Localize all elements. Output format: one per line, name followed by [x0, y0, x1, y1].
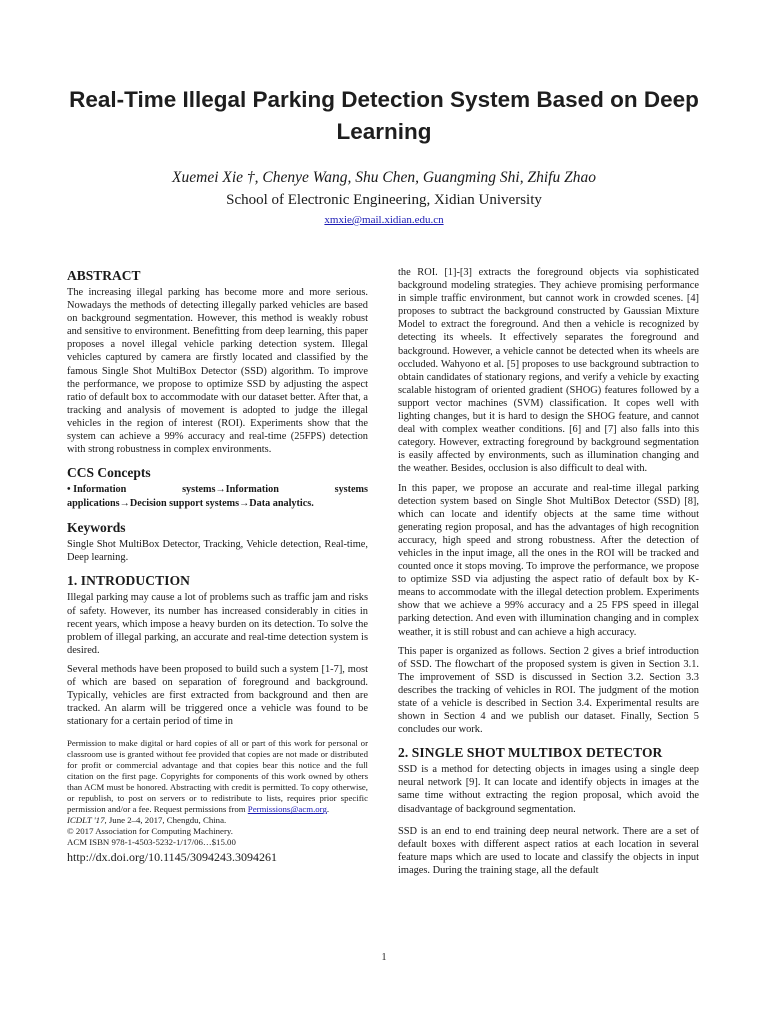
- venue-details: , June 2–4, 2017, Chengdu, China.: [104, 815, 227, 826]
- ssd-section-heading: 2. SINGLE SHOT MULTIBOX DETECTOR: [398, 745, 663, 761]
- keywords-heading: Keywords: [67, 520, 126, 536]
- intro-paragraph-1: Illegal parking may cause a lot of problems such as traffic jam and risks of safety. However, its number has increased considerably in cities in recent years, which impose a heavy burden on its detection. To solve the problem of illegal parking, an accurate and real-time detection system is desired.: [67, 592, 368, 656]
- ccs-line-2: applications→Decision support systems→Data analytics.: [67, 498, 314, 510]
- intro-paragraph-2: Several methods have been proposed to build such a system [1-7], most of which are based on separation of foreground and background. Typically, vehicles are first extracted from background and then are tracked. An alarm will be triggered once a vehicle was found to be stationary for a certain period of time in: [67, 663, 368, 728]
- ssd-paragraph-2: SSD is an end to end training deep neural network. There are a set of default boxes with different aspect ratios at each location in several feature maps which are used to locate and classify the objects in input images. During the training stage, all the default: [398, 825, 699, 876]
- permissions-email-link[interactable]: Permissions@acm.org: [247, 804, 327, 815]
- affiliation: School of Electronic Engineering, Xidian University: [226, 192, 542, 208]
- paper-title: Real-Time Illegal Parking Detection System Based on Deep Learning: [69, 87, 699, 144]
- right-paragraph-1: the ROI. [1]-[3] extracts the foreground objects via sophisticated background modeling strategies. They achieve promising performance in simple traffic environment, but cannot work in crowded scenes. [4] proposes to subtract the background constructed by Gaussian Mixture Model to extract the foreground. And then a vehicle is recognized by detecting its wheels. It effectively separates the foreground and background. However, a vehicle cannot be detected when its wheels are occluded. Wahyono et al. [5] proposes to use background subtraction to obtain candidates of stationary regions, and verify a vehicle by exacting scalable histogram of oriented gradient (SHOG) features followed by a support vector machines (SVM) classification. It copes well with lighting changes, but it is hard to design the SHOG feature, and cannot deal with complex weather conditions. [6] and [7] also falls into this category. However, extracting foreground by background segmentation is easily affected by environments, such as illumination changing and the weather. Besides, occlusion is also difficult to deal with.: [398, 267, 699, 475]
- keywords-text: Single Shot MultiBox Detector, Tracking, Vehicle detection, Real-time, Deep learning.: [67, 539, 368, 564]
- left-column: [67, 266, 368, 865]
- venue-line: [67, 815, 368, 826]
- doi-link[interactable]: http://dx.doi.org/10.1145/3094243.3094261: [67, 850, 278, 865]
- abstract-heading: ABSTRACT: [67, 268, 141, 283]
- copyright-line: © 2017 Association for Computing Machinery.: [67, 826, 233, 837]
- permission-end: .: [326, 804, 330, 815]
- author-email: [60, 213, 708, 227]
- ccs-term-3: systems: [334, 484, 368, 496]
- ccs-heading: CCS Concepts: [67, 465, 151, 481]
- venue-label: ICDLT '17: [67, 815, 105, 826]
- ccs-line-1: [67, 483, 368, 497]
- right-column: [398, 266, 699, 877]
- page-number: 1: [381, 952, 387, 963]
- ssd-paragraph-1: SSD is a method for detecting objects in images using a single deep neural network [9]. It can locate and identify objects in images at the same time without extracting the region proposal, which avoid the disadvantage of background segmentation.: [398, 764, 699, 815]
- abstract-text: The increasing illegal parking has become more and more serious. Nowadays the methods of detecting illegally parked vehicles are based on background segmentation. However, this method is weakly robust and sensitive to environment. Benefitting from deep learning, this paper proposes a novel illegal vehicle parking detection system. Illegal vehicles captured by camera are firstly located and classified by the famous Single Shot MultiBox Detector (SSD) algorithm. To improve the performance, we propose to optimize SSD by adjusting the aspect ratio of default box to accommodate with our dataset better. After that, a tracking and analysis of movement is adopted to judge the illegal vehicles in the region of interest (ROI). Experiments show that the system can achieve a 99% accuracy and real-time (25FPS) detection with strong robustness in complex environments.: [67, 287, 368, 456]
- right-paragraph-2: In this paper, we propose an accurate and real-time illegal parking detection system based on Single Shot MultiBox Detector (SSD) [8], which can locate and identify objects at the same time without generating region proposal, and has the advantages of high recognition accuracy, high speed and strong robustness. After the detection of vehicles in the input image, all the ones in the ROI will be tracked and counted once it stops moving. To improve the performance, we propose to optimize SSD via adjusting the aspect ratio of default box by K-means to accommodate with the illegal detection problem. Experiments show that we achieve a 99% accuracy and a 25 FPS speed in illegal parking detection. And even with illumination changing and in complex weather, it is still robust and can achieve a high accuracy.: [398, 482, 699, 638]
- ccs-term-2: systems→Information: [182, 484, 279, 496]
- email-link[interactable]: xmxie@mail.xidian.edu.cn: [324, 214, 444, 226]
- ccs-concepts: [67, 483, 368, 511]
- permission-notice: [67, 738, 368, 865]
- introduction-heading: 1. INTRODUCTION: [67, 573, 191, 589]
- right-paragraph-3: This paper is organized as follows. Section 2 gives a brief introduction of SSD. The flowchart of the proposed system is given in Section 3.1. The improvement of SSD is discussed in Section 3.2. Section 3.3 describes the tracking of vehicles in ROI. The judgment of the motion state of a vehicle is described in Section 3.4. Experimental results are shown in Section 4 and we publish our dataset. Finally, Section 5 concludes our work.: [398, 645, 699, 736]
- author-list: Xuemei Xie †, Chenye Wang, Shu Chen, Guangming Shi, Zhifu Zhao: [172, 169, 596, 186]
- permission-text: [67, 738, 368, 815]
- isbn-line: ACM ISBN 978-1-4503-5232-1/17/06…$15.00: [67, 837, 236, 848]
- permission-body: Permission to make digital or hard copies of all or part of this work for personal or classroom use is granted without fee provided that copies are not made or distributed for profit or commercial advantage and that copies bear this notice and the full citation on the first page. Copyrights for components of this work owned by others than ACM must be honored. Abstracting with credit is permitted. To copy otherwise, or republish, to post on servers or to redistribute to lists, requires prior specific permission and/or a fee. Request permissions from: [67, 738, 368, 815]
- ccs-term-1: • Information: [67, 484, 127, 496]
